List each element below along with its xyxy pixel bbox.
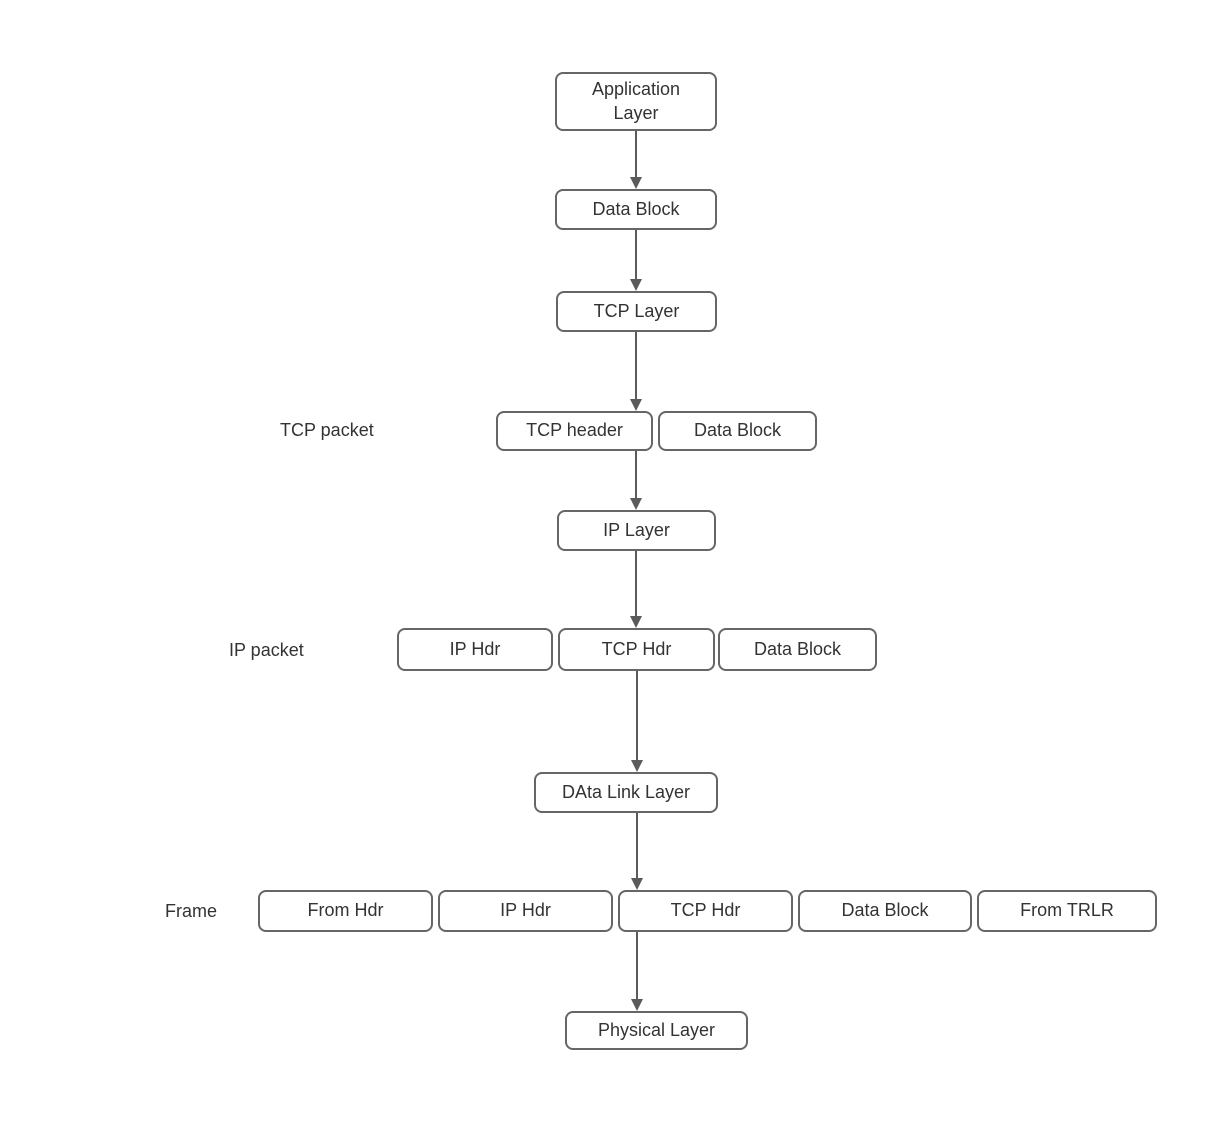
node-tcp-header: TCP header [496,411,653,451]
node-data-block-ip: Data Block [718,628,877,671]
arrow-data-link-layer-to-frame-row [631,813,643,890]
node-application-layer: Application Layer [555,72,717,131]
node-physical-layer: Physical Layer [565,1011,748,1050]
arrowhead-icon [630,498,642,510]
arrowhead-icon [630,177,642,189]
node-tcp-layer: TCP Layer [556,291,717,332]
arrow-line [636,932,638,1000]
arrow-tcp-packet-row-to-ip-layer [630,451,642,510]
arrow-tcp-layer-to-tcp-packet-row [630,332,642,411]
arrowhead-icon [631,878,643,890]
arrowhead-icon [630,279,642,291]
node-ip-hdr: IP Hdr [397,628,553,671]
arrow-line [635,131,637,178]
arrow-line [636,813,638,879]
arrow-line [635,551,637,617]
node-data-block-frame: Data Block [798,890,972,932]
arrow-line [635,230,637,280]
arrow-line [635,451,637,499]
arrow-data-block-to-tcp-layer [630,230,642,291]
arrowhead-icon [631,760,643,772]
arrowhead-icon [630,616,642,628]
node-ip-layer: IP Layer [557,510,716,551]
arrow-line [636,671,638,761]
row-label-frame: Frame [165,901,218,921]
row-label-tcp-packet: TCP packet [280,420,374,440]
arrow-line [635,332,637,400]
row-label-ip-packet: IP packet [229,640,304,660]
arrowhead-icon [631,999,643,1011]
node-ip-hdr-frame: IP Hdr [438,890,613,932]
node-from-hdr: From Hdr [258,890,433,932]
node-data-block-app: Data Block [555,189,717,230]
arrow-frame-row-to-physical-layer [631,932,643,1011]
arrow-ip-layer-to-ip-packet-row [630,551,642,628]
arrow-application-layer-to-data-block [630,131,642,189]
node-tcp-hdr-frame: TCP Hdr [618,890,793,932]
node-tcp-hdr: TCP Hdr [558,628,715,671]
arrow-ip-packet-row-to-data-link-layer [631,671,643,772]
node-data-link-layer: DAta Link Layer [534,772,718,813]
node-data-block-tcp: Data Block [658,411,817,451]
arrowhead-icon [630,399,642,411]
node-from-trlr: From TRLR [977,890,1157,932]
